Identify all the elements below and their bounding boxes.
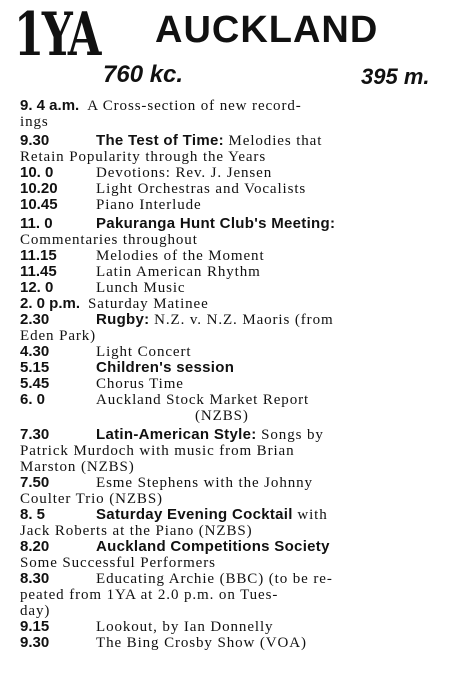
programme-time: 2.30 <box>20 311 50 328</box>
programme-time: 11. 0 <box>20 215 53 232</box>
programme-entry <box>20 571 450 619</box>
programme-time: 9.30 <box>20 634 50 651</box>
programme-title: Saturday Matinee <box>88 296 209 312</box>
programme-time: 11.15 <box>20 247 57 264</box>
programme-title <box>96 539 450 555</box>
programme-title: Latin-American Style: Songs by <box>96 426 324 443</box>
programme-entry <box>20 133 450 165</box>
programme-continuation: ings <box>20 114 49 130</box>
programme-entry <box>20 539 450 571</box>
programme-title: The Bing Crosby Show (VOA) <box>96 635 307 651</box>
programme-title <box>96 360 450 376</box>
programme-entry <box>20 475 450 507</box>
programme-title: The Test of Time: Melodies that <box>96 132 323 149</box>
programme-title: Auckland Stock Market Report <box>96 392 310 408</box>
station-wavelength: 395 m. <box>361 64 430 89</box>
programme-continuation: Marston (NZBS) <box>20 459 135 475</box>
programme-time: 8.30 <box>20 570 50 587</box>
programme-title: Esme Stephens with the Johnny <box>96 475 313 491</box>
programme-title <box>96 216 450 232</box>
programme-time: 8. 5 <box>20 506 46 523</box>
programme-time: 5.15 <box>20 359 50 376</box>
programme-time: 5.45 <box>20 375 50 392</box>
programme-title: Melodies of the Moment <box>96 248 265 264</box>
programme-list <box>20 98 450 651</box>
programme-entry <box>20 635 450 651</box>
programme-feature-title: Children's session <box>96 359 235 376</box>
programme-entry <box>20 344 450 360</box>
programme-title: Lunch Music <box>96 280 186 296</box>
programme-time: 10.45 <box>20 196 58 213</box>
programme-feature-title: Latin-American Style: <box>96 426 257 443</box>
programme-time: 9.30 <box>20 132 50 149</box>
programme-feature-title: Rugby: <box>96 311 150 328</box>
programme-entry <box>20 98 450 130</box>
programme-continuation: Patrick Murdoch with music from Brian <box>20 443 295 459</box>
programme-continuation: Some Successful Performers <box>20 555 216 571</box>
programme-entry <box>20 264 450 280</box>
programme-entry <box>20 427 450 475</box>
programme-time: 9. 4 a.m. <box>20 97 80 114</box>
programme-time: 7.30 <box>20 426 50 443</box>
programme-entry <box>20 197 450 213</box>
programme-time: 9.15 <box>20 618 50 635</box>
programme-title: Latin American Rhythm <box>96 264 261 280</box>
programme-title: Devotions: Rev. J. Jensen <box>96 165 273 181</box>
programme-entry <box>20 619 450 635</box>
station-call-sign: 1YA <box>14 0 100 70</box>
programme-title: Piano Interlude <box>96 197 202 213</box>
programme-title: Lookout, by Ian Donnelly <box>96 619 274 635</box>
programme-time: 6. 0 <box>20 391 46 408</box>
programme-feature-title: Auckland Competitions Society <box>96 538 330 555</box>
programme-feature-title: Saturday Evening Cocktail <box>96 506 293 523</box>
programme-continuation: Retain Popularity through the Years <box>20 149 267 165</box>
programme-continuation: Eden Park) <box>20 328 97 344</box>
programme-continuation: Commentaries throughout <box>20 232 198 248</box>
programme-entry <box>20 280 450 296</box>
programme-title: Educating Archie (BBC) (to be re- <box>96 571 333 587</box>
programme-time: 10. 0 <box>20 164 54 181</box>
programme-entry <box>20 507 450 539</box>
programme-time: 7.50 <box>20 474 50 491</box>
programme-continuation: peated from 1YA at 2.0 p.m. on Tues- <box>20 587 279 603</box>
programme-title: Rugby: N.Z. v. N.Z. Maoris (from <box>96 311 334 328</box>
programme-title: Light Concert <box>96 344 192 360</box>
programme-title: Chorus Time <box>96 376 184 392</box>
station-frequency: 760 kc. <box>103 61 184 88</box>
programme-entry <box>20 376 450 392</box>
programme-continuation: Jack Roberts at the Piano (NZBS) <box>20 523 253 539</box>
programme-title: Light Orchestras and Vocalists <box>96 181 307 197</box>
programme-title: Saturday Evening Cocktail with <box>96 506 328 523</box>
programme-time: 10.20 <box>20 180 58 197</box>
programme-entry <box>20 312 450 344</box>
programme-continuation: Coulter Trio (NZBS) <box>20 491 163 507</box>
programme-time: 12. 0 <box>20 279 54 296</box>
station-city: AUCKLAND <box>155 9 379 51</box>
programme-time: 8.20 <box>20 538 50 555</box>
programme-continuation: (NZBS) <box>195 408 249 424</box>
programme-title: A Cross-section of new record- <box>87 98 302 114</box>
programme-entry <box>20 181 450 197</box>
programme-time: 11.45 <box>20 263 57 280</box>
programme-entry <box>20 216 450 248</box>
programme-entry <box>20 165 450 181</box>
programme-entry <box>20 248 450 264</box>
programme-entry <box>20 296 450 312</box>
programme-feature-title: The Test of Time: <box>96 132 224 149</box>
programme-continuation: day) <box>20 603 51 619</box>
programme-time: 2. 0 p.m. <box>20 295 81 312</box>
programme-entry <box>20 360 450 376</box>
programme-entry <box>20 392 450 424</box>
programme-time: 4.30 <box>20 343 50 360</box>
programme-feature-title: Pakuranga Hunt Club's Meeting: <box>96 215 336 232</box>
